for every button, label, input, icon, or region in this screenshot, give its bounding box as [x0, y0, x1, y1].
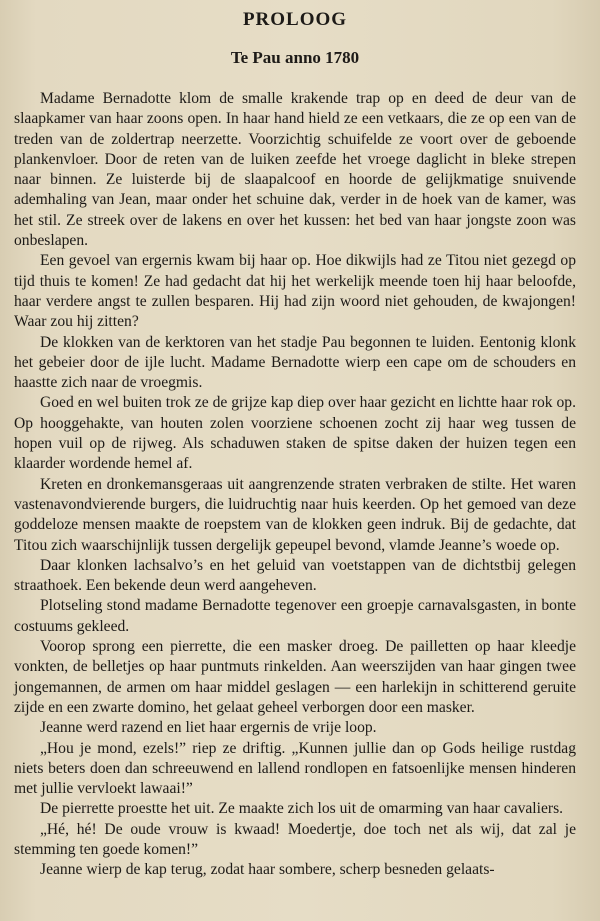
- paragraph: Een gevoel van ergernis kwam bij haar op. Hoe dikwijls had ze Titou niet gezegd op tijd thuis te komen! Ze had gedacht dat hij het werkelijk meende toen hij haar beloofde, haar verdere angst te zullen besparen. Hij had zijn woord niet gehouden, de kwajongen! Waar zou hij zitten?: [14, 252, 576, 331]
- paragraph: „Hou je mond, ezels!” riep ze driftig. „Kunnen jullie dan op Gods heilige rustdag niets beters doen dan schreeuwend en lallend rondlopen en fatsoenlijke mensen hinderen met jullie vervloekt lawaai!”: [14, 739, 576, 798]
- chapter-title: PROLOOG: [242, 9, 348, 30]
- paragraph: „Hé, hé! De oude vrouw is kwaad! Moedertje, doe toch net als wij, dat zal je stemming ten goede komen!”: [14, 820, 576, 858]
- paragraph: Madame Bernadotte klom de smalle krakende trap op en deed de deur van de slaapkamer van haar zoons open. In haar hand hield ze een vetkaars, die ze op een van de treden van de zoldertrap neerzette. Voorzichtig schuifelde ze voort over de geboende plankenvloer. Door de reten van de luiken zeefde het vroege daglicht in bleke strepen naar binnen. Ze luisterde bij de slaapalcoof en hoorde de gelijkmatige snuivende ademhaling van Jean, maar onder het schuine dak, verder in de hoek van de kamer, was het stil. Ze streek over de lakens en over het kussen: het bed van haar jongste zoon was onbeslapen.: [14, 90, 576, 250]
- paragraph: Voorop sprong een pierrette, die een masker droeg. De pailletten op haar kleedje vonkten, de belletjes op haar puntmuts rinkelden. Aan weerszijden van haar gingen twee jongemannen, de armen om haar middel geslagen — een harlekijn in schitterend geruite zijde en een zwarte domino, het gelaat geheel verborgen door een masker.: [14, 638, 576, 716]
- paragraph: Daar klonken lachsalvo’s en het geluid van voetstappen van de dichtstbij gelegen straathoek. Een bekende deun werd aangeheven.: [14, 556, 576, 595]
- paragraph: Goed en wel buiten trok ze de grijze kap diep over haar gezicht en lichtte haar rok op. Op hooggehakte, van houten zolen voorziene schoenen zocht zij haar weg tussen de hopen vuil op de rijweg. Als schaduwen staken de spitse daken der huizen tegen een klaarder wordende hemel af.: [14, 394, 576, 473]
- paragraph: Jeanne werd razend en liet haar ergernis de vrije loop.: [40, 719, 377, 737]
- paragraph: De klokken van de kerktoren van het stadje Pau begonnen te luiden. Eentonig klonk het gebeier door de ijle lucht. Madame Bernadotte wierp een cape om de schouders en haastte zich naar de vroegmis.: [14, 333, 576, 392]
- body-text: [14, 89, 576, 881]
- paragraph: Jeanne wierp de kap terug, zodat haar sombere, scherp besneden gelaats-: [40, 861, 495, 879]
- paragraph: De pierrette proestte het uit. Ze maakte zich los uit de omarming van haar cavaliers.: [40, 800, 564, 818]
- paragraph: Plotseling stond madame Bernadotte tegenover een groepje carnavalsgasten, in bonte costuums gekleed.: [14, 597, 576, 635]
- chapter-subtitle: Te Pau anno 1780: [230, 48, 360, 67]
- paragraph: Kreten en dronkemansgeraas uit aangrenzende straten verbraken de stilte. Het waren vastenavondvierende burgers, die luidruchtig naar huis keerden. Op het gemoed van deze goddeloze mensen maakte de roepstem van de klokken geen indruk. Bij de gedachte, dat Titou zich waarschijnlijk tussen dergelijk gepeupel bevond, vlamde Jeanne’s woede op.: [14, 475, 576, 554]
